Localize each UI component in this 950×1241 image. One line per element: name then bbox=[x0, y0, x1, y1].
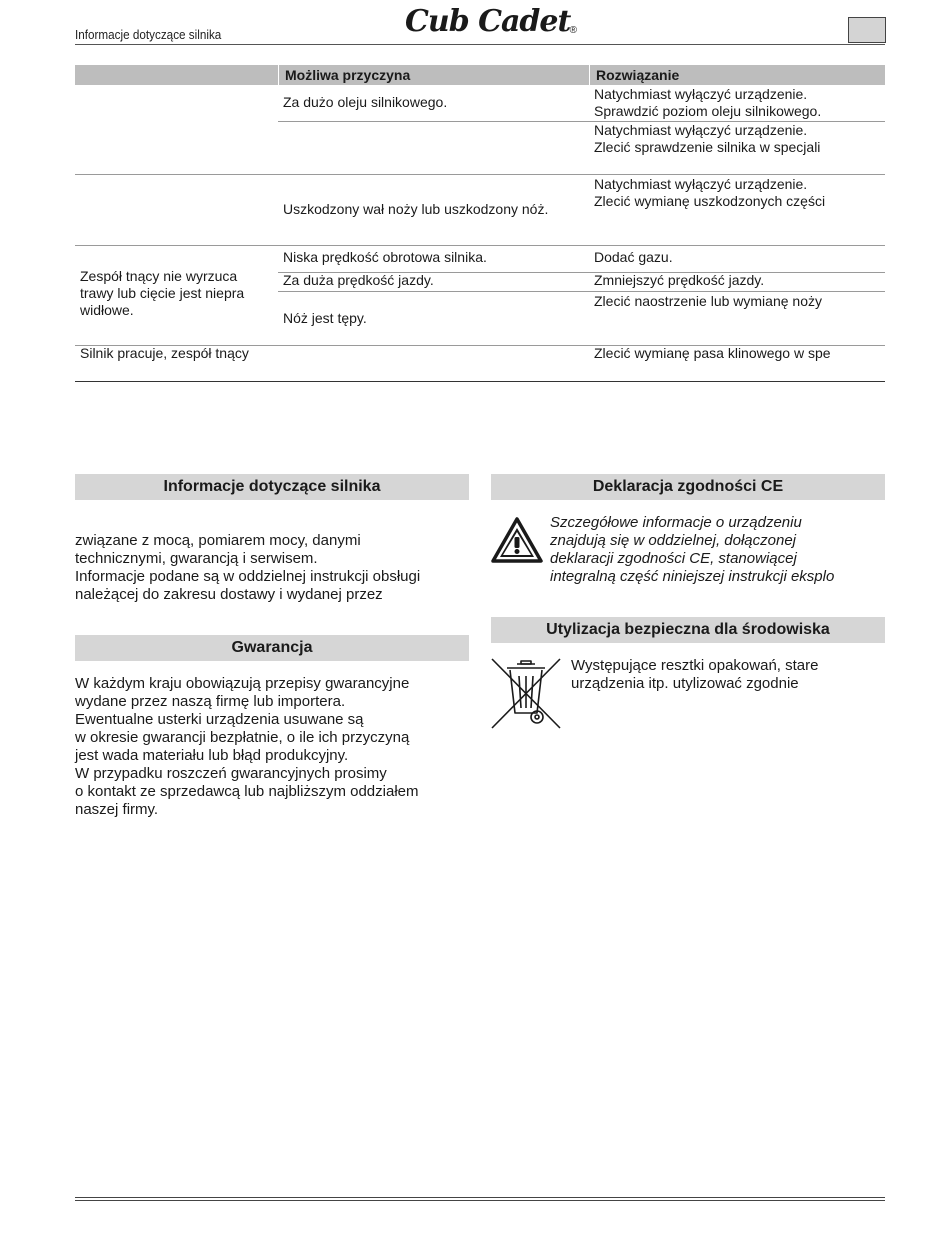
table-cell-solution bbox=[594, 86, 821, 120]
solution-line: Zlecić wymianę uszkodzonych części bbox=[594, 193, 826, 209]
table-cell-solution bbox=[594, 122, 820, 156]
text-line: należącej do zakresu dostawy i wydanej przez bbox=[75, 586, 383, 603]
problem-line: Zespół tnący nie wyrzuca bbox=[80, 268, 238, 284]
text-line: Występujące resztki opakowań, stare bbox=[571, 657, 819, 674]
text-line: Informacje podane są w oddzielnej instrukcji obsługi bbox=[75, 568, 421, 585]
solution-line: Natychmiast wyłączyć urządzenie. bbox=[594, 86, 808, 102]
logo-wordmark: Cub Cadet bbox=[405, 4, 571, 39]
text-line: urządzenia itp. utylizować zgodnie bbox=[571, 675, 799, 692]
header-divider bbox=[75, 44, 885, 45]
warranty-text bbox=[75, 675, 475, 819]
crossed-out-bin-icon bbox=[491, 658, 561, 730]
table-header-problem bbox=[75, 65, 278, 85]
disposal-text bbox=[571, 657, 885, 693]
solution-line: Natychmiast wyłączyć urządzenie. bbox=[594, 122, 808, 138]
footer-divider bbox=[75, 1200, 885, 1201]
text-line: jest wada materiału lub błąd produkcyjny. bbox=[75, 747, 349, 764]
table-cell-solution: Zlecić wymianę pasa klinowego w spe bbox=[594, 345, 831, 361]
disposal-heading: Utylizacja bezpieczna dla środowiska bbox=[491, 617, 885, 643]
table-cell-cause: Za dużo oleju silnikowego. bbox=[283, 94, 448, 110]
registered-mark: ® bbox=[569, 25, 577, 36]
text-line: technicznymi, gwarancją i serwisem. bbox=[75, 550, 318, 567]
text-line: naszej firmy. bbox=[75, 801, 159, 818]
problem-line: trawy lub cięcie jest niepra bbox=[80, 285, 245, 301]
text-line: związane z mocą, pomiarem mocy, danymi bbox=[75, 532, 361, 549]
solution-line: Sprawdzić poziom oleju silnikowego. bbox=[594, 103, 822, 119]
text-line: deklaracji zgodności CE, stanowiącej bbox=[550, 550, 797, 567]
footer-divider bbox=[75, 1197, 885, 1198]
engine-info-text bbox=[75, 532, 475, 604]
solution-line: Zlecić sprawdzenie silnika w specjali bbox=[594, 139, 821, 155]
solution-line: Natychmiast wyłączyć urządzenie. bbox=[594, 176, 808, 192]
row-divider bbox=[75, 245, 885, 246]
table-cell-solution: Zmniejszyć prędkość jazdy. bbox=[594, 272, 765, 288]
engine-info-heading: Informacje dotyczące silnika bbox=[75, 474, 469, 500]
table-cell-problem: Silnik pracuje, zespół tnący bbox=[80, 345, 249, 361]
text-line: Ewentualne usterki urządzenia usuwane są bbox=[75, 711, 364, 728]
text-line: wydane przez naszą firmę lub importera. bbox=[75, 693, 346, 710]
row-divider bbox=[278, 291, 885, 292]
row-divider bbox=[75, 174, 885, 175]
text-line: W przypadku roszczeń gwarancyjnych prosimy bbox=[75, 765, 387, 782]
table-cell-cause: Niska prędkość obrotowa silnika. bbox=[283, 249, 487, 265]
table-header-cause: Możliwa przyczyna bbox=[279, 65, 589, 85]
table-cell-solution: Dodać gazu. bbox=[594, 249, 673, 265]
text-line: integralną część niniejszej instrukcji eksplo bbox=[550, 568, 835, 585]
cub-cadet-logo bbox=[405, 4, 577, 40]
table-cell-solution bbox=[594, 176, 825, 210]
table-cell-problem bbox=[80, 268, 244, 319]
table-cell-solution: Zlecić naostrzenie lub wymianę noży bbox=[594, 293, 822, 309]
text-line: znajdują się w oddzielnej, dołączonej bbox=[550, 532, 796, 549]
text-line: w okresie gwarancji bezpłatnie, o ile ich przyczyną bbox=[75, 729, 410, 746]
table-cell-cause: Uszkodzony wał noży lub uszkodzony nóż. bbox=[283, 201, 549, 217]
table-cell-cause: Nóż jest tępy. bbox=[283, 310, 367, 326]
text-line: W każdym kraju obowiązują przepisy gwarancyjne bbox=[75, 675, 410, 692]
text-line: Szczegółowe informacje o urządzeniu bbox=[550, 514, 802, 531]
warranty-heading: Gwarancja bbox=[75, 635, 469, 661]
table-header-solution: Rozwiązanie bbox=[590, 65, 885, 85]
warning-triangle-icon bbox=[491, 516, 543, 564]
ce-declaration-heading: Deklaracja zgodności CE bbox=[491, 474, 885, 500]
page-number-box bbox=[848, 17, 886, 43]
problem-line: widłowe. bbox=[80, 302, 134, 318]
table-cell-cause: Za duża prędkość jazdy. bbox=[283, 272, 434, 288]
table-bottom-rule bbox=[75, 381, 885, 382]
text-line: o kontakt ze sprzedawcą lub najbliższym oddziałem bbox=[75, 783, 419, 800]
header-section-title: Informacje dotyczące silnika bbox=[75, 27, 222, 42]
ce-declaration-text bbox=[550, 514, 885, 586]
